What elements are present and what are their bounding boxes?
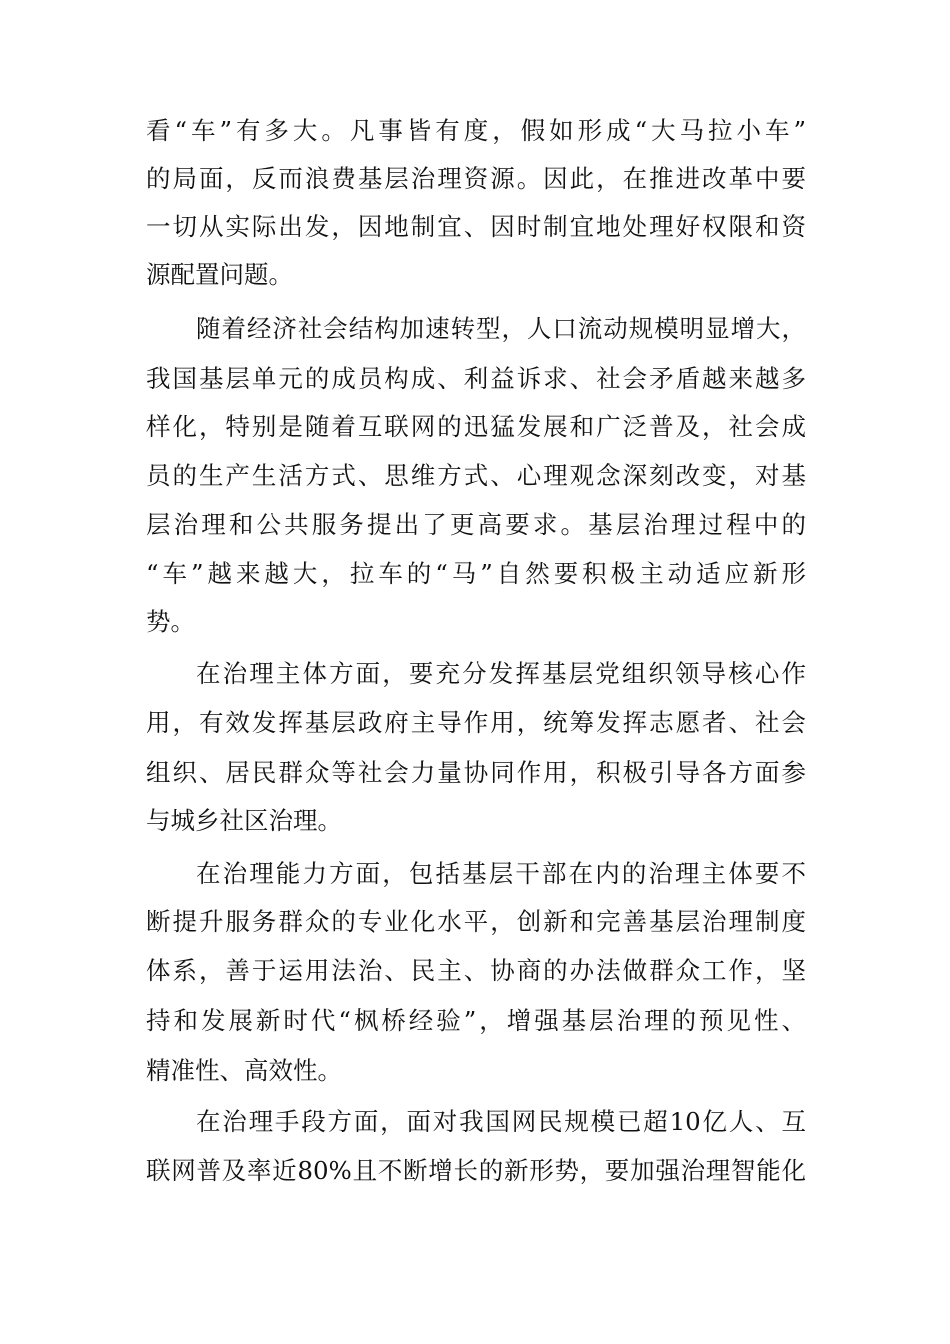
text-line: 层治理和公共服务提出了更高要求。基层治理过程中的 xyxy=(146,510,806,539)
text-line: 势。 xyxy=(146,607,195,636)
text-line: 持和发展新时代“枫桥经验”，增强基层治理的预见性、 xyxy=(146,1006,806,1035)
text-line: 在治理能力方面，包括基层干部在内的治理主体要不 xyxy=(196,859,806,888)
text-line: 体系，善于运用法治、民主、协商的办法做群众工作，坚 xyxy=(146,956,806,985)
text-line: 样化，特别是随着互联网的迅猛发展和广泛普及，社会成 xyxy=(146,412,806,441)
text-line: “车”越来越大，拉车的“马”自然要积极主动适应新形 xyxy=(146,559,806,588)
text-line: 在治理主体方面，要充分发挥基层党组织领导核心作 xyxy=(196,659,806,688)
text-line: 与城乡社区治理。 xyxy=(146,806,342,835)
text-line: 断提升服务群众的专业化水平，创新和完善基层治理制度 xyxy=(146,907,806,936)
text-line: 的局面，反而浪费基层治理资源。因此，在推进改革中要 xyxy=(146,164,806,193)
text-line: 我国基层单元的成员构成、利益诉求、社会矛盾越来越多 xyxy=(146,364,806,393)
text-line: 一切从实际出发，因地制宜、因时制宜地处理好权限和资 xyxy=(146,212,806,241)
text-line: 用，有效发挥基层政府主导作用，统筹发挥志愿者、社会 xyxy=(146,708,806,737)
text-line: 在治理手段方面，面对我国网民规模已超10亿人、互 xyxy=(196,1107,806,1136)
text-line: 随着经济社会结构加速转型，人口流动规模明显增大， xyxy=(196,314,806,343)
text-line: 联网普及率近80%且不断增长的新形势，要加强治理智能化 xyxy=(146,1156,806,1185)
text-line: 员的生产生活方式、思维方式、心理观念深刻改变，对基 xyxy=(146,461,806,490)
text-line: 组织、居民群众等社会力量协同作用，积极引导各方面参 xyxy=(146,758,806,787)
text-line: 源配置问题。 xyxy=(146,260,293,289)
text-line: 精准性、高效性。 xyxy=(146,1056,342,1085)
text-line: 看“车”有多大。凡事皆有度，假如形成“大马拉小车” xyxy=(146,116,806,145)
